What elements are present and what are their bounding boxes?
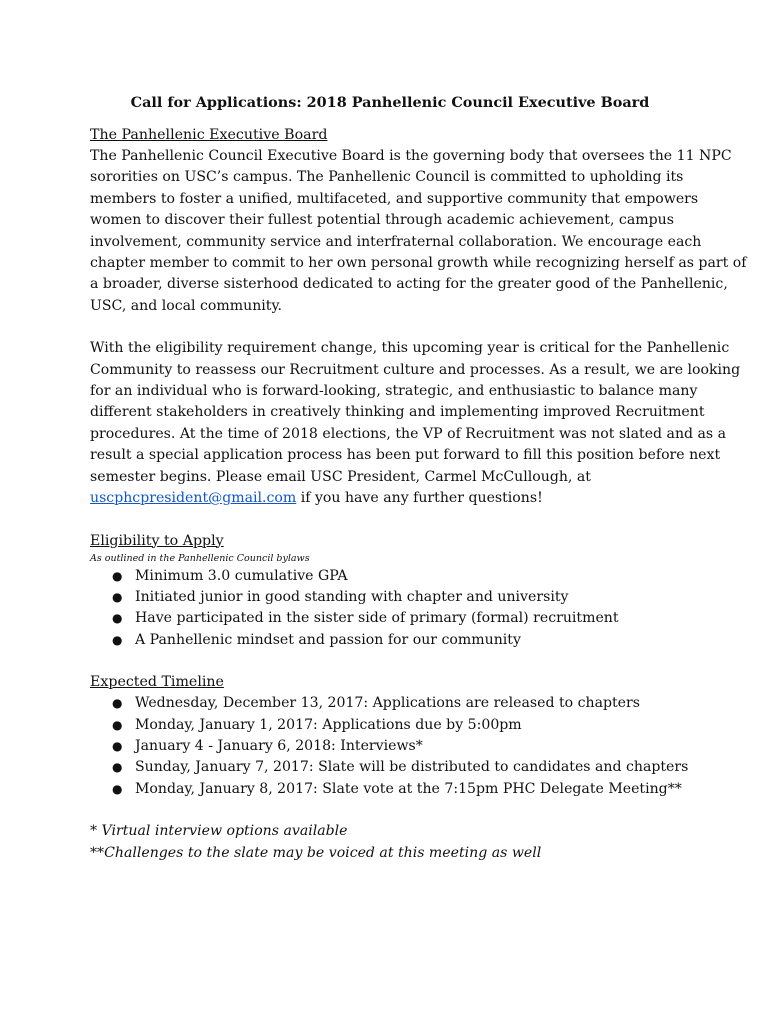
paragraph-line: procedures. At the time of 2018 elections, the VP of Recruitment was not slated and as a [90, 425, 727, 442]
list-item-text: Monday, January 8, 2017: Slate vote at the 7:15pm PHC Delegate Meeting** [135, 780, 682, 797]
paragraph-line: sororities on USC’s campus. The Panhellenic Council is committed to upholding its [90, 169, 684, 186]
document-page [90, 92, 747, 864]
bullet-icon: ● [112, 632, 123, 647]
list-item-text: Wednesday, December 13, 2017: Applications are released to chapters [135, 695, 640, 712]
paragraph-recruitment-change [90, 338, 741, 509]
page-title: Call for Applications: 2018 Panhellenic Council Executive Board [130, 94, 650, 111]
list-item-text: Initiated junior in good standing with chapter and university [135, 588, 569, 605]
list-item [90, 715, 690, 736]
paragraph-line: The Panhellenic Council Executive Board is the governing body that oversees the 11 NPC [90, 148, 732, 164]
list-item [90, 779, 690, 800]
paragraph-line: different stakeholders in creatively thinking and implementing improved Recruitment [90, 404, 705, 421]
paragraph-line: semester begins. Please email USC President, Carmel McCullough, at [90, 468, 591, 485]
paragraph-board-description [90, 146, 747, 317]
list-item [90, 566, 690, 587]
section-heading-executive-board: The Panhellenic Executive Board [90, 127, 328, 143]
footnote-virtual-interview: * Virtual interview options available [90, 823, 348, 840]
email-link[interactable]: uscphcpresident@gmail.com [90, 490, 297, 507]
email-suffix-text: if you have any further questions! [296, 490, 543, 507]
spacer [90, 800, 690, 821]
timeline-list [90, 693, 690, 800]
list-item-text: Monday, January 1, 2017: Applications due by 5:00pm [135, 716, 522, 733]
paragraph-line: Community to reassess our Recruitment culture and processes. As a result, we are looking [90, 361, 741, 378]
paragraph-line: women to discover their fullest potential through academic achievement, campus [90, 212, 674, 229]
bullet-icon: ● [112, 589, 123, 604]
bullet-icon: ● [112, 696, 123, 711]
list-item-text: Sunday, January 7, 2017: Slate will be distributed to candidates and chapters [135, 759, 689, 776]
list-item [90, 587, 690, 608]
list-item [90, 736, 690, 757]
footnote-slate-challenges: **Challenges to the slate may be voiced at this meeting as well [90, 844, 542, 861]
list-item-text: A Panhellenic mindset and passion for our community [135, 631, 521, 648]
eligibility-list [90, 566, 690, 652]
list-item [90, 630, 690, 651]
paragraph-line: members to foster a unified, multifaceted, and supportive community that empowers [90, 190, 699, 207]
spacer [90, 510, 690, 531]
bullet-icon: ● [112, 760, 123, 775]
paragraph-line: involvement, community service and interfraternal collaboration. We encourage each [90, 233, 702, 250]
list-item [90, 693, 690, 714]
list-item-text: Minimum 3.0 cumulative GPA [135, 567, 348, 584]
spacer [90, 651, 690, 672]
eligibility-note: As outlined in the Panhellenic Council bylaws [90, 552, 310, 564]
paragraph-line: chapter member to commit to her own personal growth while recognizing herself as part of [90, 255, 747, 272]
list-item [90, 757, 690, 778]
bullet-icon: ● [112, 568, 123, 583]
bullet-icon: ● [112, 781, 123, 796]
list-item [90, 608, 690, 629]
section-heading-timeline: Expected Timeline [90, 674, 224, 691]
paragraph-line: USC, and local community. [90, 297, 283, 314]
section-heading-eligibility: Eligibility to Apply [90, 532, 224, 549]
list-item-text: Have participated in the sister side of primary (formal) recruitment [135, 610, 619, 627]
bullet-icon: ● [112, 738, 123, 753]
paragraph-line: result a special application process has been put forward to fill this position before next [90, 447, 721, 464]
paragraph-line: With the eligibility requirement change, this upcoming year is critical for the Panhellenic [90, 340, 730, 357]
paragraph-line-email [90, 488, 690, 509]
paragraph-line: for an individual who is forward-looking, strategic, and enthusiastic to balance many [90, 383, 698, 400]
spacer [90, 317, 690, 338]
bullet-icon: ● [112, 717, 123, 732]
bullet-icon: ● [112, 611, 123, 626]
list-item-text: January 4 - January 6, 2018: Interviews* [135, 737, 423, 754]
paragraph-line: a broader, diverse sisterhood dedicated to acting for the greater good of the Panhellenic, [90, 276, 728, 293]
